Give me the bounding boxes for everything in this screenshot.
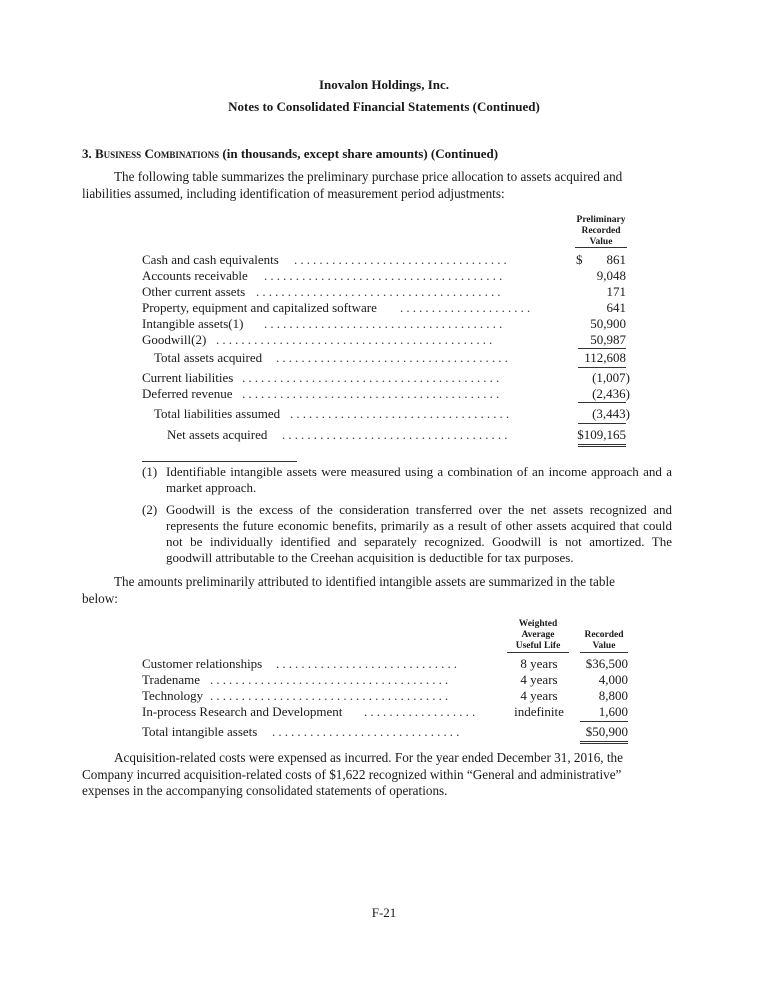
- row-value: 8,800: [598, 688, 628, 703]
- footnote-text: Identifiable intangible assets were measured using a combination of an income approach and a market approach.: [166, 464, 672, 495]
- section-heading: [82, 146, 498, 162]
- leader-dots: .............................: [276, 656, 461, 671]
- row-label: In-process Research and Development: [142, 704, 343, 719]
- footnote-separator: [142, 461, 297, 462]
- useful-life: 8 years: [520, 656, 558, 671]
- table-row: [142, 386, 634, 402]
- table-row: [142, 252, 632, 268]
- row-label: Net assets acquired: [167, 427, 268, 442]
- row-label: Customer relationships: [142, 656, 263, 671]
- row-value: 1,600: [598, 704, 628, 719]
- row-value: $36,500: [585, 656, 628, 671]
- total-double-rule: [580, 741, 628, 744]
- table-row: [142, 332, 632, 348]
- leader-dots: ......................................: [210, 688, 452, 703]
- row-label: Technology: [142, 688, 204, 703]
- row-value: 4,000: [598, 672, 628, 687]
- subtotal-rule: [578, 402, 626, 403]
- total-rule: [578, 367, 626, 368]
- leader-dots: .........................................: [242, 370, 503, 385]
- row-label: Total intangible assets: [142, 724, 258, 739]
- row-value: (1,007): [592, 370, 630, 385]
- intro-line-1: The following table summarizes the preliminary purchase price allocation to assets acquired and: [114, 169, 623, 184]
- row-value: $109,165: [577, 427, 626, 442]
- table-row: [142, 300, 632, 316]
- row-value: (3,443): [592, 406, 630, 421]
- row-value: (2,436): [592, 386, 630, 401]
- table-row: [142, 284, 632, 300]
- table-row: [142, 672, 632, 688]
- table-row: [142, 268, 632, 284]
- row-label: Total assets acquired: [154, 350, 263, 365]
- footnote-number: (1): [142, 464, 158, 479]
- recorded-value-column-header: Recorded Value: [584, 630, 624, 651]
- row-value: 171: [606, 284, 626, 299]
- intangibles-paragraph: [82, 574, 688, 607]
- total-rule: [578, 423, 626, 424]
- leader-dots: ............................................: [216, 332, 496, 347]
- leader-dots: ....................................: [282, 427, 511, 442]
- table-row: [142, 704, 632, 720]
- row-label: Intangible assets(1): [142, 316, 244, 331]
- leader-dots: ......................................: [264, 316, 506, 331]
- row-label: Accounts receivable: [142, 268, 248, 283]
- row-label: Deferred revenue: [142, 386, 233, 401]
- intangibles-line-1: The amounts preliminarily attributed to identified intangible assets are summarized in the table: [114, 574, 615, 589]
- table-row: [142, 370, 634, 386]
- row-label: Current liabilities: [142, 370, 234, 385]
- grand-total-double-rule: [578, 444, 626, 447]
- table-row-total: [142, 406, 634, 422]
- row-label: Other current assets: [142, 284, 246, 299]
- allocation-column-header: Preliminary Recorded Value: [576, 215, 626, 247]
- table-row-grand-total: [142, 427, 632, 443]
- recorded-value-header-rule: [580, 652, 628, 653]
- leader-dots: ..................: [364, 704, 479, 719]
- row-value: 641: [606, 300, 626, 315]
- footnote-1: [142, 464, 672, 498]
- row-label: Property, equipment and capitalized software: [142, 300, 377, 315]
- leader-dots: ..............................: [272, 724, 463, 739]
- leader-dots: ..................................: [294, 252, 510, 267]
- row-value: 50,987: [590, 332, 626, 347]
- useful-life-header-rule: [507, 652, 569, 653]
- currency-symbol: $: [576, 252, 583, 267]
- page-subtitle: Notes to Consolidated Financial Statements (Continued): [228, 99, 540, 114]
- closing-paragraph: [82, 750, 688, 800]
- footnote-text: Goodwill is the excess of the consideration transferred over the net assets recognized and represents the future economic benefits, primarily as a result of other assets acquired that could not be individually identified and separately recognized. Goodwill is not amortized. The goodwill attributable to the Creehan acquisition is deductible for tax purposes.: [166, 502, 672, 565]
- row-label: Goodwill(2): [142, 332, 207, 347]
- table-row: [142, 688, 632, 704]
- intangibles-line-2: below:: [82, 590, 118, 606]
- leader-dots: ......................................: [210, 672, 452, 687]
- row-label: Cash and cash equivalents: [142, 252, 279, 267]
- page-number: F-21: [371, 905, 397, 920]
- closing-line-3: expenses in the accompanying consolidated statements of operations.: [82, 783, 448, 798]
- company-name: Inovalon Holdings, Inc.: [318, 77, 450, 92]
- subtotal-rule: [578, 348, 626, 349]
- leader-dots: .........................................: [242, 386, 503, 401]
- useful-life-column-header: Weighted Average Useful Life: [515, 619, 561, 651]
- intro-paragraph: [82, 169, 688, 202]
- leader-dots: .....................................: [276, 350, 511, 365]
- table-row: [142, 656, 632, 672]
- row-label: Tradename: [142, 672, 201, 687]
- leader-dots: .......................................: [256, 284, 504, 299]
- row-value: $50,900: [585, 724, 628, 739]
- useful-life: 4 years: [520, 688, 558, 703]
- table-row-total: [142, 350, 632, 366]
- row-value: 9,048: [596, 268, 626, 283]
- closing-line-1: Acquisition-related costs were expensed as incurred. For the year ended December 31, 2016, the: [114, 750, 624, 765]
- section-title: Business Combinations: [95, 146, 220, 161]
- leader-dots: ...................................: [290, 406, 513, 421]
- row-value: 861: [606, 252, 626, 267]
- section-qualifier: (in thousands, except share amounts) (Continued): [222, 146, 499, 161]
- useful-life: 4 years: [520, 672, 558, 687]
- leader-dots: ......................................: [264, 268, 506, 283]
- row-label: Total liabilities assumed: [154, 406, 281, 421]
- footnote-number: (2): [142, 502, 158, 517]
- leader-dots: .....................: [400, 300, 534, 315]
- row-value: 50,900: [590, 316, 626, 331]
- column-header-rule: [575, 247, 627, 248]
- closing-line-2: Company incurred acquisition-related costs of $1,622 recognized within “General and administrative”: [82, 766, 622, 782]
- useful-life: indefinite: [514, 704, 564, 719]
- intro-line-2: liabilities assumed, including identification of measurement period adjustments:: [82, 185, 505, 201]
- subtotal-rule: [580, 721, 628, 722]
- row-value: 112,608: [584, 350, 626, 365]
- footnote-2: [142, 502, 672, 568]
- section-number: 3.: [82, 146, 92, 161]
- table-row-total: [142, 724, 632, 740]
- table-row: [142, 316, 632, 332]
